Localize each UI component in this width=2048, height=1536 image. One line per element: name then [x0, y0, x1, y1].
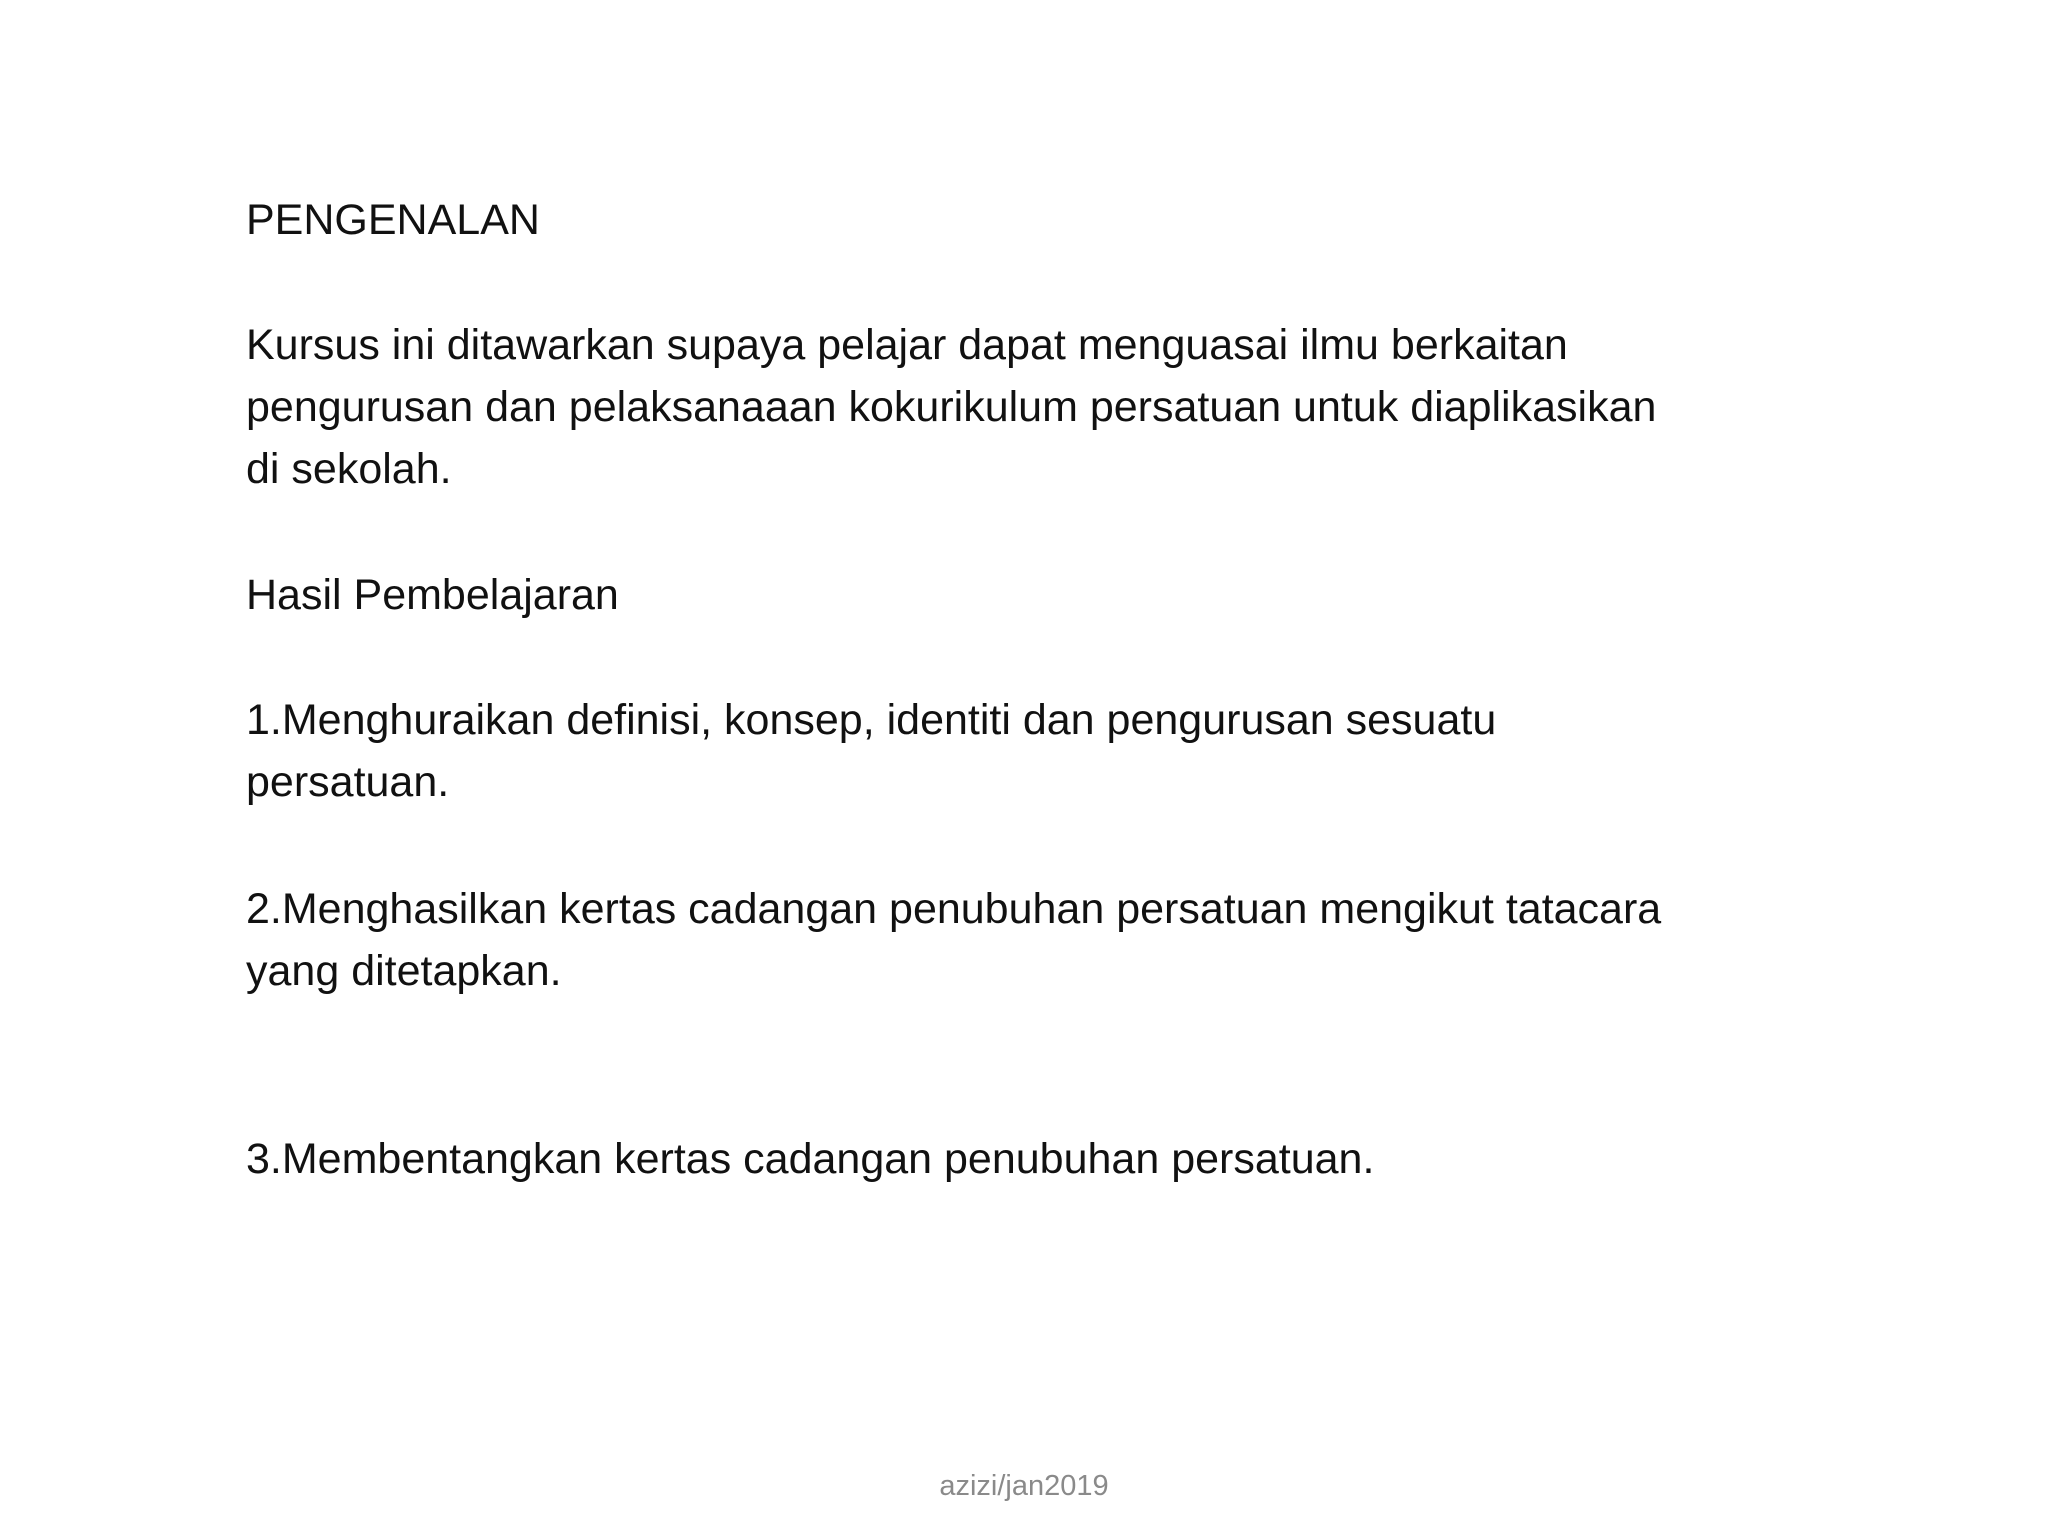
intro-line: Kursus ini ditawarkan supaya pelajar dapat menguasai ilmu berkaitan: [246, 321, 1568, 369]
learning-outcome-line: persatuan.: [246, 758, 450, 806]
intro-line: pengurusan dan pelaksanaaan kokurikulum persatuan untuk diaplikasikan: [246, 383, 1657, 431]
section-title: [246, 189, 1826, 251]
slide-footer: azizi/jan2019: [939, 1470, 1109, 1502]
learning-outcome-line: 1.Menghuraikan definisi, konsep, identiti dan pengurusan sesuatu: [246, 696, 1497, 744]
intro-line: di sekolah.: [246, 445, 452, 493]
learning-outcome-item: [246, 1128, 1826, 1190]
learning-outcomes-heading-text: Hasil Pembelajaran: [246, 571, 619, 619]
learning-outcome-line: 2.Menghasilkan kertas cadangan penubuhan persatuan mengikut tatacara: [246, 885, 1662, 933]
learning-outcome-item: [246, 689, 1826, 813]
section-title-text: PENGENALAN: [246, 196, 540, 244]
learning-outcome-line: yang ditetapkan.: [246, 947, 562, 995]
learning-outcome-line: 3.Membentangkan kertas cadangan penubuhan persatuan.: [246, 1135, 1375, 1183]
learning-outcomes-heading: [246, 564, 1826, 626]
course-introduction: [246, 314, 1826, 500]
learning-outcome-item: [246, 878, 1826, 1002]
